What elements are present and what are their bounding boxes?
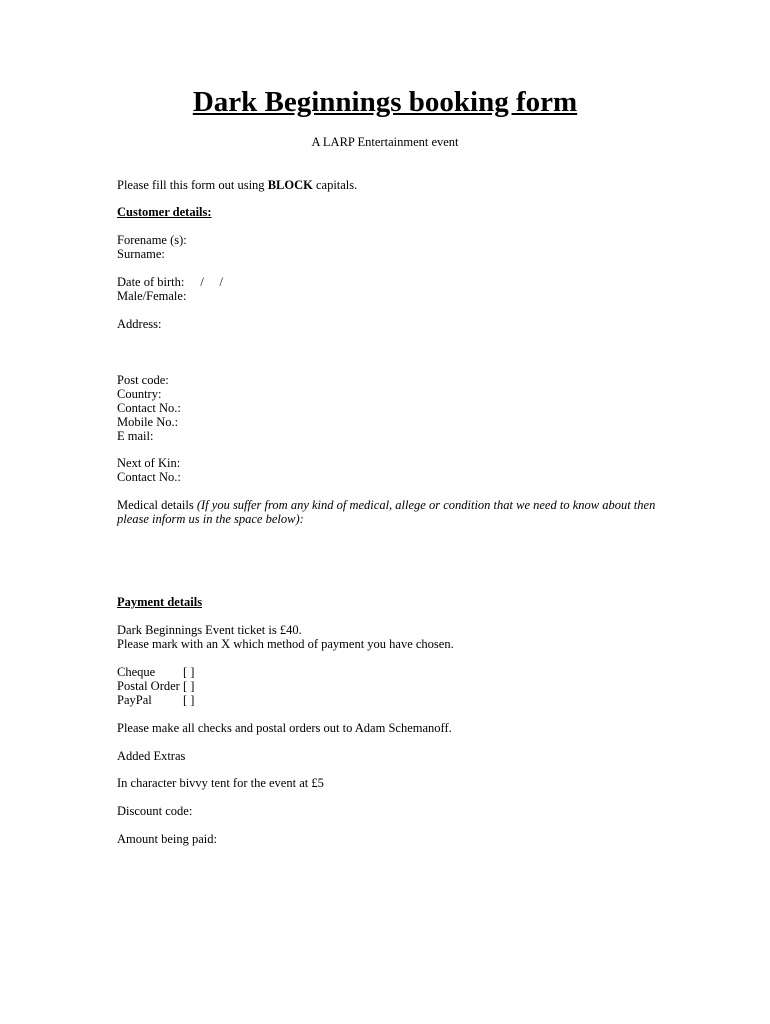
address-field[interactable]: Address: [117,317,162,331]
medical-details-field[interactable] [117,498,657,526]
medical-label: Medical details [117,498,197,512]
paypal-checkbox[interactable]: [ ] [183,693,195,707]
payment-instruction: Please mark with an X which method of payment you have chosen. [117,637,454,651]
postal-order-checkbox[interactable]: [ ] [183,679,195,693]
payment-option-cheque[interactable] [117,665,194,679]
dob-field[interactable] [117,275,223,289]
discount-code-field[interactable]: Discount code: [117,804,193,818]
email-field[interactable]: E mail: [117,429,154,443]
intro-text [117,178,357,192]
customer-heading: Customer details: [117,205,212,219]
intro-bold: BLOCK [267,178,313,192]
forename-field[interactable]: Forename (s): [117,233,187,247]
dob-label: Date of birth: [117,275,185,289]
paypal-label: PayPal [117,693,152,707]
page-title: Dark Beginnings booking form [192,86,578,118]
gender-field[interactable]: Male/Female: [117,289,187,303]
amount-paid-field[interactable]: Amount being paid: [117,832,217,846]
added-extras-heading: Added Extras [117,749,186,763]
postcode-field[interactable]: Post code: [117,373,169,387]
cheque-checkbox[interactable]: [ ] [183,665,195,679]
payment-heading: Payment details [117,595,203,609]
payable-to-text: Please make all checks and postal orders out to Adam Schemanoff. [117,721,452,735]
bivvy-tent-option[interactable]: In character bivvy tent for the event at £5 [117,776,324,790]
ticket-price-text: Dark Beginnings Event ticket is £40. [117,623,302,637]
country-field[interactable]: Country: [117,387,162,401]
mobile-field[interactable]: Mobile No.: [117,415,179,429]
payment-option-postal-order[interactable] [117,679,194,693]
page-subtitle: A LARP Entertainment event [311,135,459,149]
cheque-label: Cheque [117,665,156,679]
medical-note: (If you suffer from any kind of medical, allege or condition that we need to know about then please inform us in the space below): [117,498,656,526]
surname-field[interactable]: Surname: [117,247,165,261]
dob-separators: / / [200,275,223,289]
next-of-kin-field[interactable]: Next of Kin: [117,456,181,470]
postal-order-label: Postal Order [117,679,180,693]
payment-option-paypal[interactable] [117,693,194,707]
intro-before: Please fill this form out using [117,178,268,192]
contact-field[interactable]: Contact No.: [117,401,181,415]
intro-after: capitals. [312,178,358,192]
kin-contact-field[interactable]: Contact No.: [117,470,181,484]
